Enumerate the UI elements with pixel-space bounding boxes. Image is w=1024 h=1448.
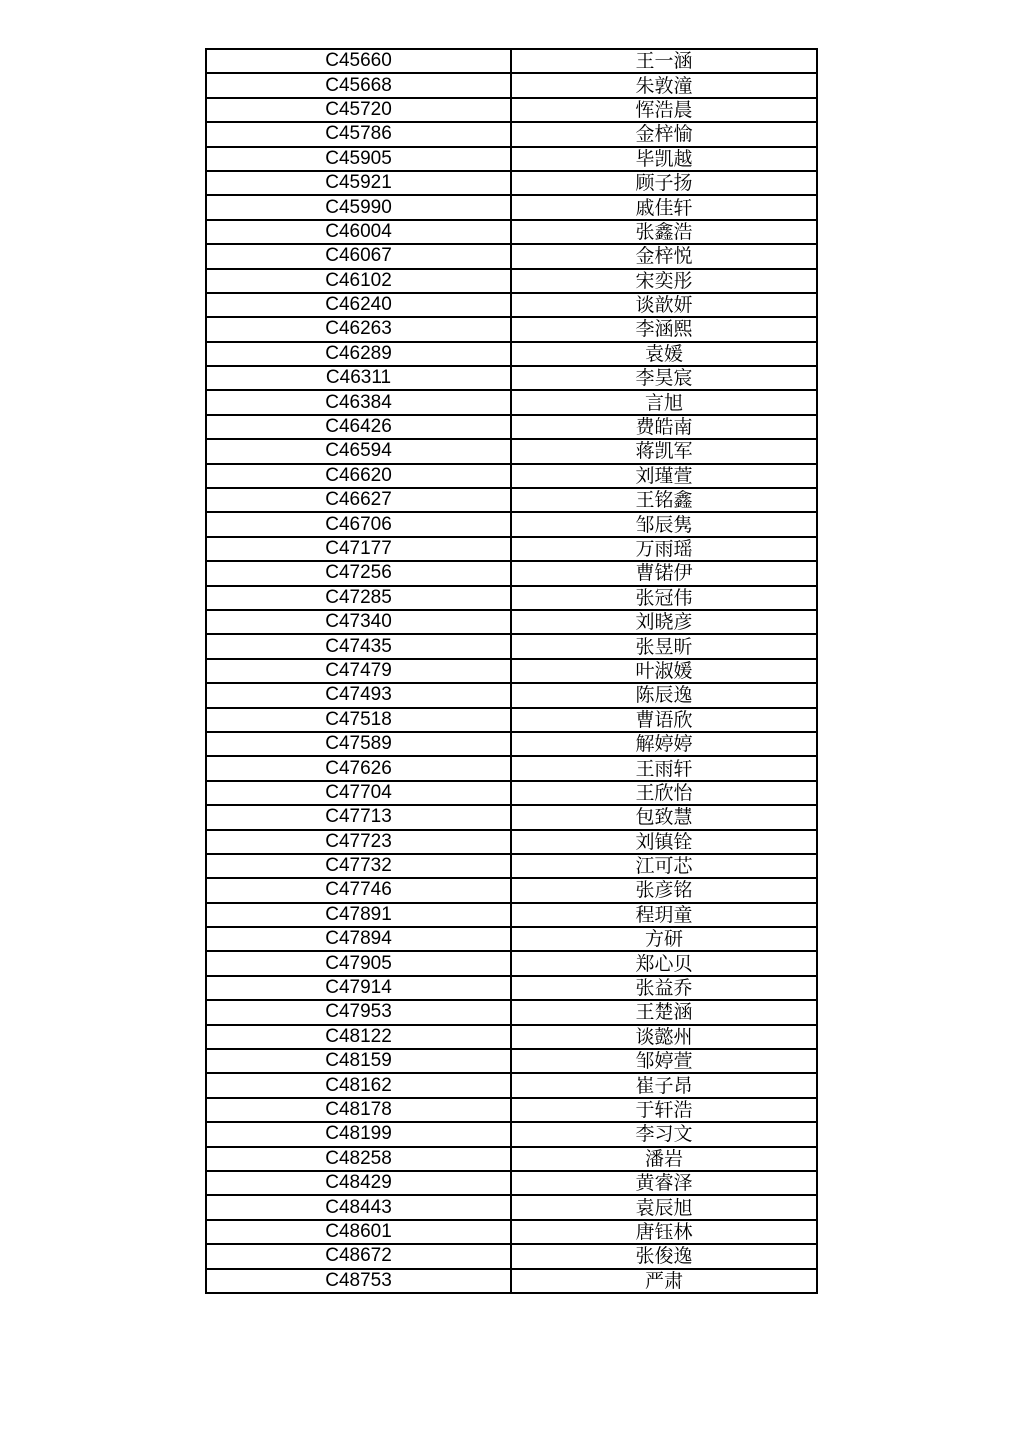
table-row xyxy=(206,708,817,732)
name-cell: 言旭 xyxy=(511,390,817,414)
name-cell: 金梓悦 xyxy=(511,244,817,268)
table-row xyxy=(206,342,817,366)
id-cell: C47479 xyxy=(206,659,511,683)
table-row xyxy=(206,171,817,195)
id-cell: C47435 xyxy=(206,634,511,658)
name-cell: 戚佳轩 xyxy=(511,195,817,219)
id-cell: C45720 xyxy=(206,98,511,122)
id-cell: C47518 xyxy=(206,708,511,732)
table-row xyxy=(206,1122,817,1146)
id-cell: C47723 xyxy=(206,830,511,854)
name-cell: 恽浩晨 xyxy=(511,98,817,122)
id-cell: C47732 xyxy=(206,854,511,878)
table-row xyxy=(206,781,817,805)
name-cell: 刘晓彦 xyxy=(511,610,817,634)
name-cell: 唐钰林 xyxy=(511,1220,817,1244)
table-row xyxy=(206,1147,817,1171)
name-cell: 曹语欣 xyxy=(511,708,817,732)
id-cell: C48178 xyxy=(206,1098,511,1122)
name-cell: 王楚涵 xyxy=(511,1000,817,1024)
table-row xyxy=(206,73,817,97)
id-cell: C48159 xyxy=(206,1049,511,1073)
id-cell: C47340 xyxy=(206,610,511,634)
id-cell: C48258 xyxy=(206,1147,511,1171)
name-cell: 曹锘伊 xyxy=(511,561,817,585)
table-row xyxy=(206,1073,817,1097)
name-cell: 顾子扬 xyxy=(511,171,817,195)
table-row xyxy=(206,634,817,658)
id-cell: C47589 xyxy=(206,732,511,756)
table-row xyxy=(206,561,817,585)
table-row xyxy=(206,1220,817,1244)
id-cell: C47894 xyxy=(206,927,511,951)
id-cell: C47704 xyxy=(206,781,511,805)
name-cell: 毕凯越 xyxy=(511,147,817,171)
name-cell: 李昊宸 xyxy=(511,366,817,390)
name-cell: 王一涵 xyxy=(511,49,817,73)
name-cell: 包致慧 xyxy=(511,805,817,829)
id-cell: C48601 xyxy=(206,1220,511,1244)
table-row xyxy=(206,1098,817,1122)
table-row xyxy=(206,805,817,829)
id-cell: C46289 xyxy=(206,342,511,366)
name-cell: 方研 xyxy=(511,927,817,951)
name-cell: 李习文 xyxy=(511,1122,817,1146)
id-cell: C47914 xyxy=(206,976,511,1000)
id-cell: C46102 xyxy=(206,269,511,293)
id-cell: C48672 xyxy=(206,1244,511,1268)
table-row xyxy=(206,122,817,146)
name-cell: 谈歆妍 xyxy=(511,293,817,317)
table-body xyxy=(206,49,817,1293)
table-row xyxy=(206,537,817,561)
id-cell: C47713 xyxy=(206,805,511,829)
id-cell: C46311 xyxy=(206,366,511,390)
table-row xyxy=(206,195,817,219)
id-cell: C46004 xyxy=(206,220,511,244)
id-cell: C47891 xyxy=(206,903,511,927)
id-cell: C47177 xyxy=(206,537,511,561)
name-cell: 解婷婷 xyxy=(511,732,817,756)
table-row xyxy=(206,49,817,73)
table-row xyxy=(206,951,817,975)
name-cell: 王雨轩 xyxy=(511,756,817,780)
id-cell: C45921 xyxy=(206,171,511,195)
id-cell: C47493 xyxy=(206,683,511,707)
id-cell: C46620 xyxy=(206,464,511,488)
id-cell: C46594 xyxy=(206,439,511,463)
student-list-table xyxy=(205,48,818,1294)
id-cell: C46627 xyxy=(206,488,511,512)
name-cell: 李涵熙 xyxy=(511,317,817,341)
table-row xyxy=(206,927,817,951)
table-row xyxy=(206,683,817,707)
table-row xyxy=(206,1269,817,1293)
table-row xyxy=(206,1244,817,1268)
id-cell: C45990 xyxy=(206,195,511,219)
name-cell: 张益乔 xyxy=(511,976,817,1000)
id-cell: C47905 xyxy=(206,951,511,975)
table-row xyxy=(206,464,817,488)
id-cell: C47626 xyxy=(206,756,511,780)
name-cell: 王铭鑫 xyxy=(511,488,817,512)
id-cell: C48429 xyxy=(206,1171,511,1195)
table-row xyxy=(206,830,817,854)
table-row xyxy=(206,903,817,927)
name-cell: 谈懿州 xyxy=(511,1025,817,1049)
id-cell: C48122 xyxy=(206,1025,511,1049)
name-cell: 邹辰隽 xyxy=(511,512,817,536)
id-cell: C47285 xyxy=(206,586,511,610)
name-cell: 张彦铭 xyxy=(511,878,817,902)
name-cell: 江可芯 xyxy=(511,854,817,878)
name-cell: 金梓愉 xyxy=(511,122,817,146)
name-cell: 张鑫浩 xyxy=(511,220,817,244)
table-row xyxy=(206,732,817,756)
table-row xyxy=(206,390,817,414)
table-row xyxy=(206,317,817,341)
id-cell: C48753 xyxy=(206,1269,511,1293)
table-row xyxy=(206,610,817,634)
name-cell: 黄睿泽 xyxy=(511,1171,817,1195)
id-cell: C48199 xyxy=(206,1122,511,1146)
table-row xyxy=(206,366,817,390)
id-cell: C47746 xyxy=(206,878,511,902)
name-cell: 刘镇铨 xyxy=(511,830,817,854)
table-row xyxy=(206,512,817,536)
table-row xyxy=(206,488,817,512)
name-cell: 潘岩 xyxy=(511,1147,817,1171)
id-cell: C46263 xyxy=(206,317,511,341)
name-cell: 万雨瑶 xyxy=(511,537,817,561)
name-cell: 陈辰逸 xyxy=(511,683,817,707)
name-cell: 崔子昂 xyxy=(511,1073,817,1097)
name-cell: 严肃 xyxy=(511,1269,817,1293)
id-cell: C45660 xyxy=(206,49,511,73)
name-cell: 于轩浩 xyxy=(511,1098,817,1122)
id-cell: C46067 xyxy=(206,244,511,268)
table-row xyxy=(206,98,817,122)
name-cell: 朱敦潼 xyxy=(511,73,817,97)
id-cell: C46384 xyxy=(206,390,511,414)
id-cell: C46426 xyxy=(206,415,511,439)
id-cell: C46240 xyxy=(206,293,511,317)
name-cell: 袁辰旭 xyxy=(511,1195,817,1219)
table-row xyxy=(206,659,817,683)
name-cell: 宋奕彤 xyxy=(511,269,817,293)
id-cell: C48443 xyxy=(206,1195,511,1219)
name-cell: 邹婷萱 xyxy=(511,1049,817,1073)
id-cell: C48162 xyxy=(206,1073,511,1097)
table-row xyxy=(206,586,817,610)
id-cell: C46706 xyxy=(206,512,511,536)
name-cell: 程玥童 xyxy=(511,903,817,927)
name-cell: 袁媛 xyxy=(511,342,817,366)
table-row xyxy=(206,439,817,463)
name-cell: 王欣怡 xyxy=(511,781,817,805)
table-row xyxy=(206,1049,817,1073)
table-row xyxy=(206,976,817,1000)
name-cell: 刘瑾萱 xyxy=(511,464,817,488)
table-row xyxy=(206,1025,817,1049)
table-row xyxy=(206,147,817,171)
table-row xyxy=(206,293,817,317)
table-row xyxy=(206,756,817,780)
id-cell: C45786 xyxy=(206,122,511,146)
id-cell: C45668 xyxy=(206,73,511,97)
name-cell: 费皓南 xyxy=(511,415,817,439)
table-row xyxy=(206,220,817,244)
name-cell: 张昱昕 xyxy=(511,634,817,658)
name-cell: 郑心贝 xyxy=(511,951,817,975)
name-cell: 张冠伟 xyxy=(511,586,817,610)
name-cell: 蒋凯军 xyxy=(511,439,817,463)
id-cell: C47953 xyxy=(206,1000,511,1024)
table-row xyxy=(206,244,817,268)
table-row xyxy=(206,415,817,439)
id-cell: C47256 xyxy=(206,561,511,585)
table-row xyxy=(206,269,817,293)
name-cell: 张俊逸 xyxy=(511,1244,817,1268)
table-row xyxy=(206,854,817,878)
id-cell: C45905 xyxy=(206,147,511,171)
name-cell: 叶淑媛 xyxy=(511,659,817,683)
table-row xyxy=(206,878,817,902)
table-row xyxy=(206,1000,817,1024)
table-row xyxy=(206,1171,817,1195)
table-row xyxy=(206,1195,817,1219)
